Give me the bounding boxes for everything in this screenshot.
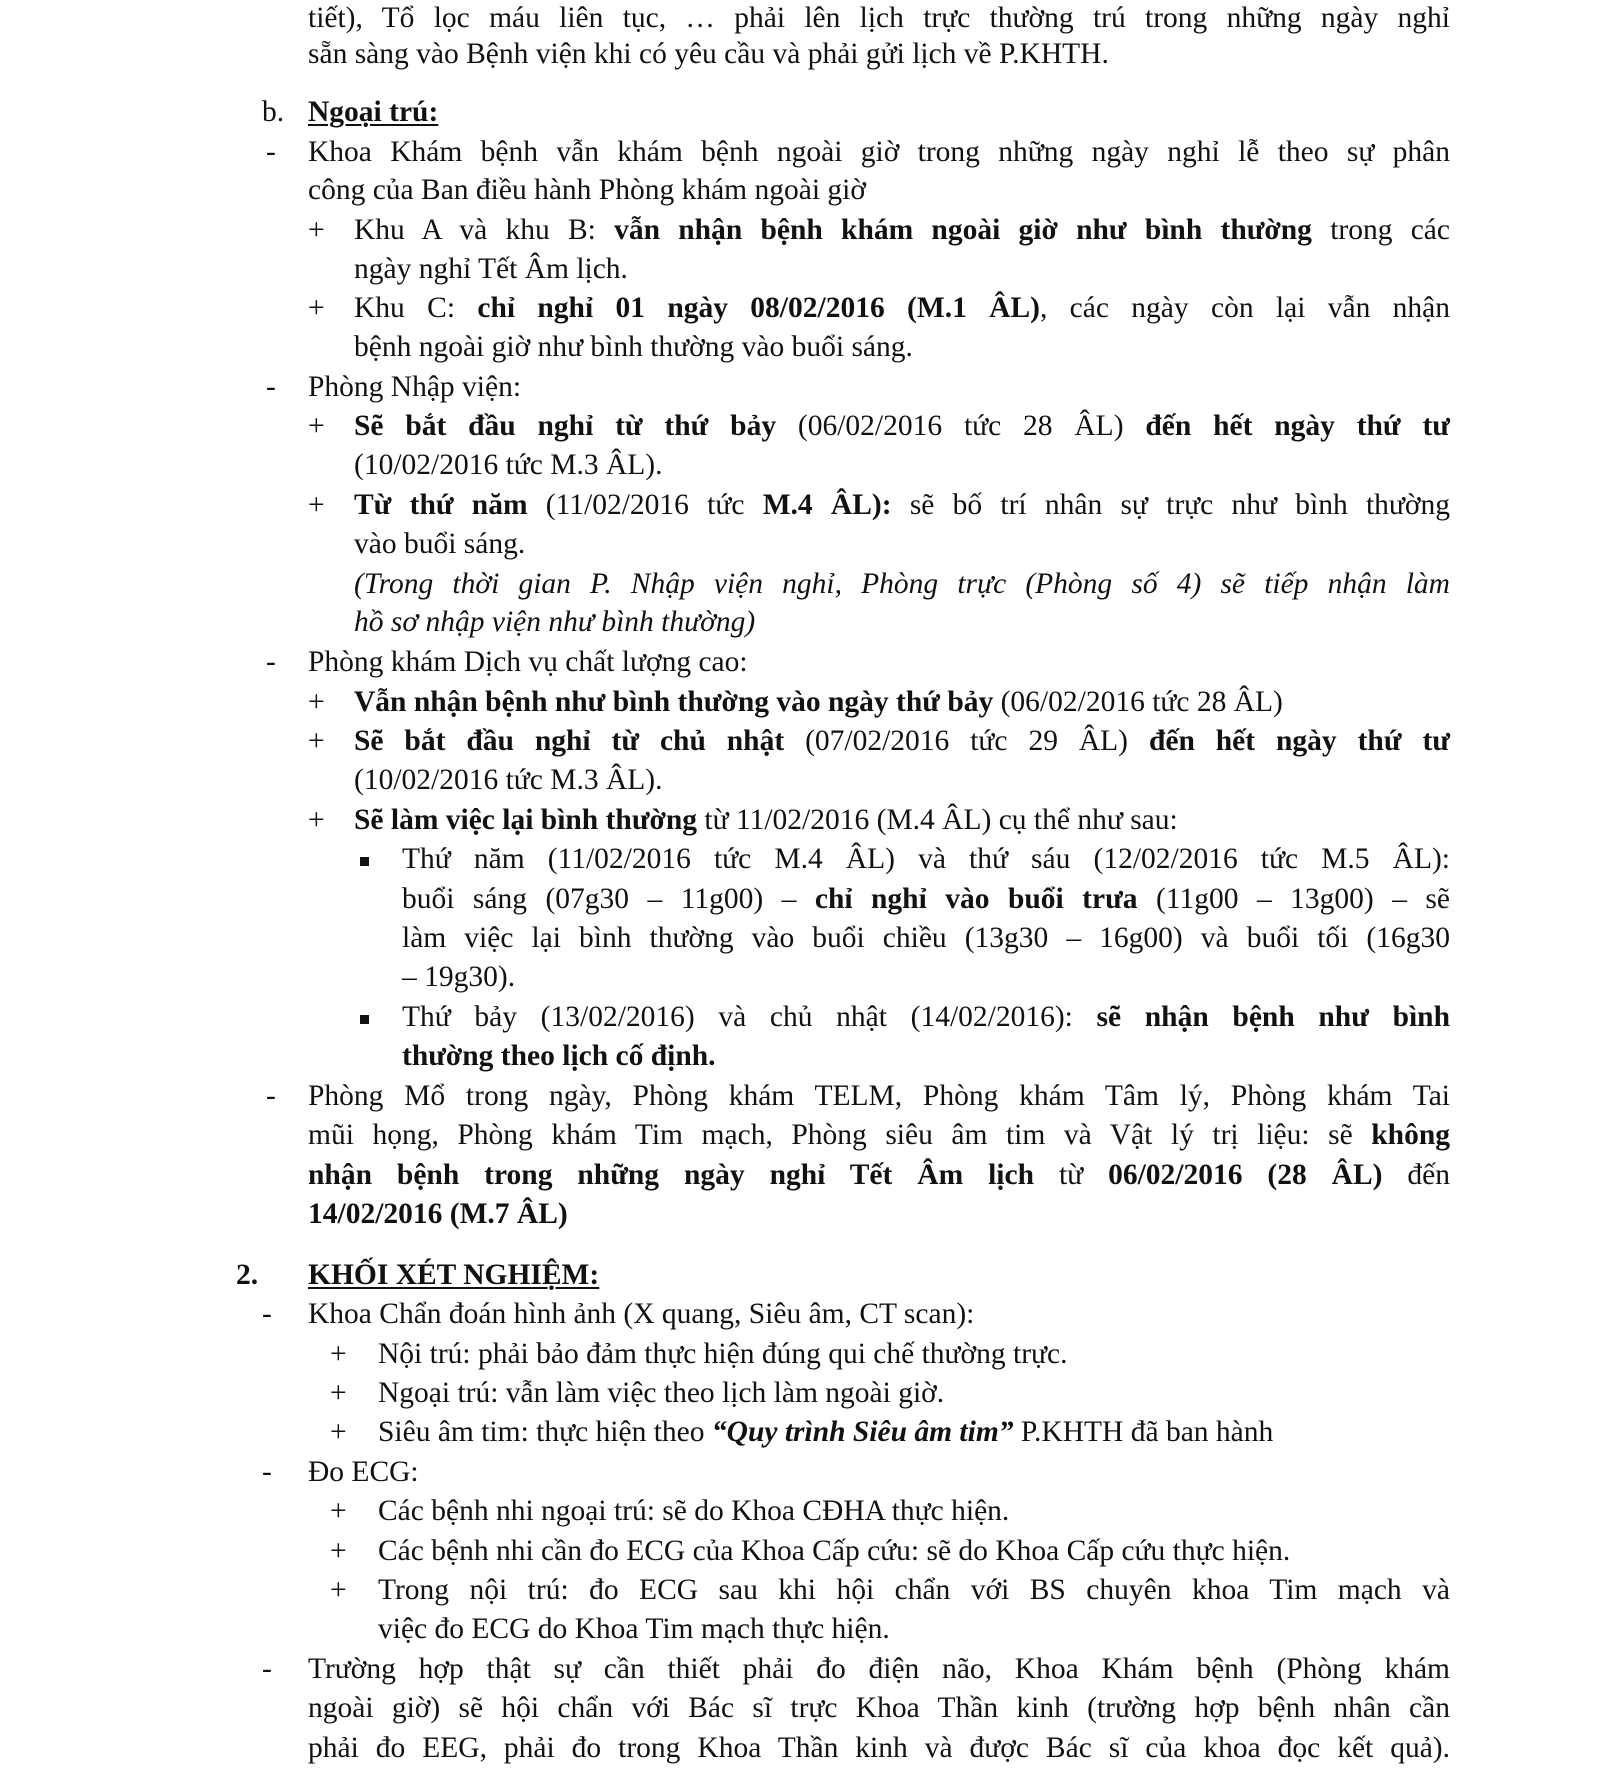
list-marker: + xyxy=(330,1535,347,1567)
text-run: nhận bệnh trong những ngày nghỉ Tết Âm lịch xyxy=(308,1159,1034,1191)
text-line xyxy=(308,642,748,682)
text-line xyxy=(308,1076,1450,1116)
list-marker: - xyxy=(262,1298,272,1330)
list-marker: + xyxy=(308,489,325,521)
text-line xyxy=(308,1194,568,1234)
text-run: sẵn sàng vào Bệnh viện khi có yêu cầu và phải gửi lịch về P.KHTH. xyxy=(308,38,1109,70)
text-line xyxy=(308,132,1450,172)
list-marker: - xyxy=(266,1080,276,1112)
square-bullet-icon xyxy=(360,857,369,866)
text-run: bệnh ngoài giờ như bình thường vào buổi sáng. xyxy=(354,331,913,363)
text-line xyxy=(402,997,1450,1037)
text-run: ngoài giờ) sẽ hội chẩn với Bác sĩ trực Khoa Thần kinh (trường hợp bệnh nhân cần xyxy=(308,1692,1450,1724)
text-run: chỉ nghỉ vào buổi trưa xyxy=(814,883,1138,915)
text-run: (11/02/2016 tức xyxy=(527,489,763,521)
text-line xyxy=(308,34,1109,74)
text-line xyxy=(402,879,1450,919)
text-run: (Trong thời gian P. Nhập viện nghỉ, Phòng trực (Phòng số 4) sẽ tiếp nhận làm xyxy=(354,568,1450,600)
list-marker: + xyxy=(330,1377,347,1409)
list-marker: + xyxy=(308,214,325,246)
text-run: đến hết ngày thứ tư xyxy=(1145,410,1450,442)
text-run: tiết), Tổ lọc máu liên tục, … phải lên lịch trực thường trú trong những ngày nghỉ xyxy=(308,2,1450,34)
text-run: (11g00 – 13g00) – sẽ xyxy=(1137,883,1450,915)
text-run: Từ thứ năm xyxy=(354,489,528,521)
text-run: Ngoại trú: vẫn làm việc theo lịch làm ngoài giờ. xyxy=(378,1377,945,1409)
text-line xyxy=(308,1728,1450,1768)
list-marker: + xyxy=(330,1574,347,1606)
text-run: từ 11/02/2016 (M.4 ÂL) cụ thể như sau: xyxy=(697,804,1178,836)
text-line xyxy=(402,957,515,997)
text-line xyxy=(354,721,1450,761)
text-line xyxy=(308,1155,1450,1195)
text-run: việc đo ECG do Khoa Tim mạch thực hiện. xyxy=(378,1613,890,1645)
text-line xyxy=(308,1688,1450,1728)
text-run: Thứ bảy (13/02/2016) và chủ nhật (14/02/2016): xyxy=(402,1001,1097,1033)
list-marker: + xyxy=(330,1338,347,1370)
text-run: 06/02/2016 (28 ÂL) xyxy=(1108,1159,1383,1191)
text-line xyxy=(354,602,755,642)
text-run: Ngoại trú: xyxy=(308,96,439,128)
text-line xyxy=(378,1609,890,1649)
list-marker: + xyxy=(330,1495,347,1527)
text-run: Sẽ bắt đầu nghỉ từ chủ nhật xyxy=(354,725,785,757)
text-run: Nội trú: phải bảo đảm thực hiện đúng qui chế thường trực. xyxy=(378,1338,1068,1370)
text-run: Các bệnh nhi cần đo ECG của Khoa Cấp cứu: sẽ do Khoa Cấp cứu thực hiện. xyxy=(378,1535,1291,1567)
list-marker: 2. xyxy=(236,1259,259,1291)
text-run: Đo ECG: xyxy=(308,1456,419,1488)
text-line xyxy=(308,1452,419,1492)
text-run: Phòng Nhập viện: xyxy=(308,371,522,403)
text-line xyxy=(354,682,1283,722)
list-marker: - xyxy=(266,136,276,168)
text-run: Siêu âm tim: thực hiện theo xyxy=(378,1416,712,1448)
text-run: Khoa Khám bệnh vẫn khám bệnh ngoài giờ trong những ngày nghỉ lễ theo sự phân xyxy=(308,136,1450,168)
text-run: Sẽ bắt đầu nghỉ từ thứ bảy xyxy=(354,410,777,442)
text-run: Khu C: xyxy=(354,292,478,324)
text-line xyxy=(308,1294,974,1334)
text-run: Phòng khám Dịch vụ chất lượng cao: xyxy=(308,646,748,678)
text-run: đến hết ngày thứ tư xyxy=(1148,725,1450,757)
square-bullet-icon xyxy=(360,1015,369,1024)
text-run: vẫn nhận bệnh khám ngoài giờ như bình thường xyxy=(614,214,1312,246)
text-line xyxy=(308,1649,1450,1689)
text-line xyxy=(378,1531,1290,1571)
text-line xyxy=(354,564,1450,604)
text-run: thường theo lịch cố định. xyxy=(402,1040,716,1072)
text-run: M.4 ÂL): xyxy=(762,489,892,521)
text-run: hồ sơ nhập viện như bình thường) xyxy=(354,606,756,638)
text-line xyxy=(378,1373,944,1413)
text-run: Vẫn nhận bệnh như bình thường vào ngày thứ bảy xyxy=(354,686,994,718)
text-run: buổi sáng (07g30 – 11g00) – xyxy=(402,883,815,915)
text-run: Trong nội trú: đo ECG sau khi hội chẩn với BS chuyên khoa Tim mạch và xyxy=(378,1574,1450,1606)
text-line xyxy=(402,1036,716,1076)
list-marker: + xyxy=(308,725,325,757)
text-run: mũi họng, Phòng khám Tim mạch, Phòng siêu âm tim và Vật lý trị liệu: sẽ xyxy=(308,1119,1372,1151)
text-run: Trường hợp thật sự cần thiết phải đo điện não, Khoa Khám bệnh (Phòng khám xyxy=(308,1653,1450,1685)
text-line xyxy=(354,210,1450,250)
list-marker: - xyxy=(262,1456,272,1488)
text-line xyxy=(354,800,1178,840)
text-run: , các ngày còn lại vẫn nhận xyxy=(1039,292,1450,324)
text-line xyxy=(308,367,521,407)
text-run: Phòng Mổ trong ngày, Phòng khám TELM, Phòng khám Tâm lý, Phòng khám Tai xyxy=(308,1080,1450,1112)
text-run: – 19g30). xyxy=(402,961,516,993)
text-run: (10/02/2016 tức M.3 ÂL). xyxy=(354,449,663,481)
list-marker: - xyxy=(266,371,276,403)
text-line xyxy=(354,485,1450,525)
list-marker: - xyxy=(262,1653,272,1685)
text-line xyxy=(308,1115,1450,1155)
text-run: Khoa Chẩn đoán hình ảnh (X quang, Siêu âm, CT scan): xyxy=(308,1298,975,1330)
text-line xyxy=(354,445,663,485)
text-run: Các bệnh nhi ngoại trú: sẽ do Khoa CĐHA thực hiện. xyxy=(378,1495,1010,1527)
text-run: đến xyxy=(1382,1159,1450,1191)
text-line xyxy=(308,170,866,210)
text-run: P.KHTH đã ban hành xyxy=(1013,1416,1274,1448)
text-run: vào buổi sáng. xyxy=(354,528,526,560)
text-run: sẽ bố trí nhân sự trực như bình thường xyxy=(891,489,1450,521)
text-line xyxy=(354,327,913,367)
text-run: 14/02/2016 (M.7 ÂL) xyxy=(308,1198,568,1230)
list-marker: + xyxy=(308,686,325,718)
text-line xyxy=(402,918,1450,958)
text-line xyxy=(378,1491,1009,1531)
list-marker: + xyxy=(308,292,325,324)
text-run: Sẽ làm việc lại bình thường xyxy=(354,804,698,836)
text-line xyxy=(354,406,1450,446)
text-run: “Quy trình Siêu âm tim” xyxy=(711,1416,1014,1448)
text-line xyxy=(378,1334,1067,1374)
text-run: Khu A và khu B: xyxy=(354,214,615,246)
text-line xyxy=(354,249,628,289)
text-run: ngày nghỉ Tết Âm lịch. xyxy=(354,253,628,285)
text-line xyxy=(354,760,663,800)
text-line xyxy=(354,288,1450,328)
text-run: công của Ban điều hành Phòng khám ngoài giờ xyxy=(308,174,866,206)
text-run: phải đo EEG, phải đo trong Khoa Thần kinh và được Bác sĩ của khoa đọc kết quả). xyxy=(308,1732,1450,1764)
text-run: (06/02/2016 tức 28 ÂL) xyxy=(776,410,1146,442)
text-line xyxy=(354,524,525,564)
text-run: sẽ nhận bệnh như bình xyxy=(1096,1001,1450,1033)
text-run: không xyxy=(1371,1119,1450,1151)
text-line xyxy=(308,1255,599,1295)
text-line xyxy=(308,0,1450,38)
text-run: (10/02/2016 tức M.3 ÂL). xyxy=(354,764,663,796)
list-marker: + xyxy=(330,1416,347,1448)
text-line xyxy=(378,1570,1450,1610)
text-line xyxy=(402,839,1450,879)
text-run: làm việc lại bình thường vào buổi chiều (13g30 – 16g00) và buổi tối (16g30 xyxy=(402,922,1450,954)
text-line xyxy=(308,92,438,132)
text-run: KHỐI XÉT NGHIỆM: xyxy=(308,1259,600,1291)
text-run: từ xyxy=(1034,1159,1109,1191)
text-run: trong các xyxy=(1311,214,1450,246)
list-marker: b. xyxy=(262,96,285,128)
list-marker: + xyxy=(308,804,325,836)
text-run: (06/02/2016 tức 28 ÂL) xyxy=(993,686,1283,718)
list-marker: - xyxy=(266,646,276,678)
list-marker: + xyxy=(308,410,325,442)
text-line xyxy=(378,1412,1273,1452)
text-run: (07/02/2016 tức 29 ÂL) xyxy=(784,725,1149,757)
text-run: chỉ nghỉ 01 ngày 08/02/2016 (M.1 ÂL) xyxy=(477,292,1040,324)
text-run: Thứ năm (11/02/2016 tức M.4 ÂL) và thứ sáu (12/02/2016 tức M.5 ÂL): xyxy=(402,843,1450,875)
